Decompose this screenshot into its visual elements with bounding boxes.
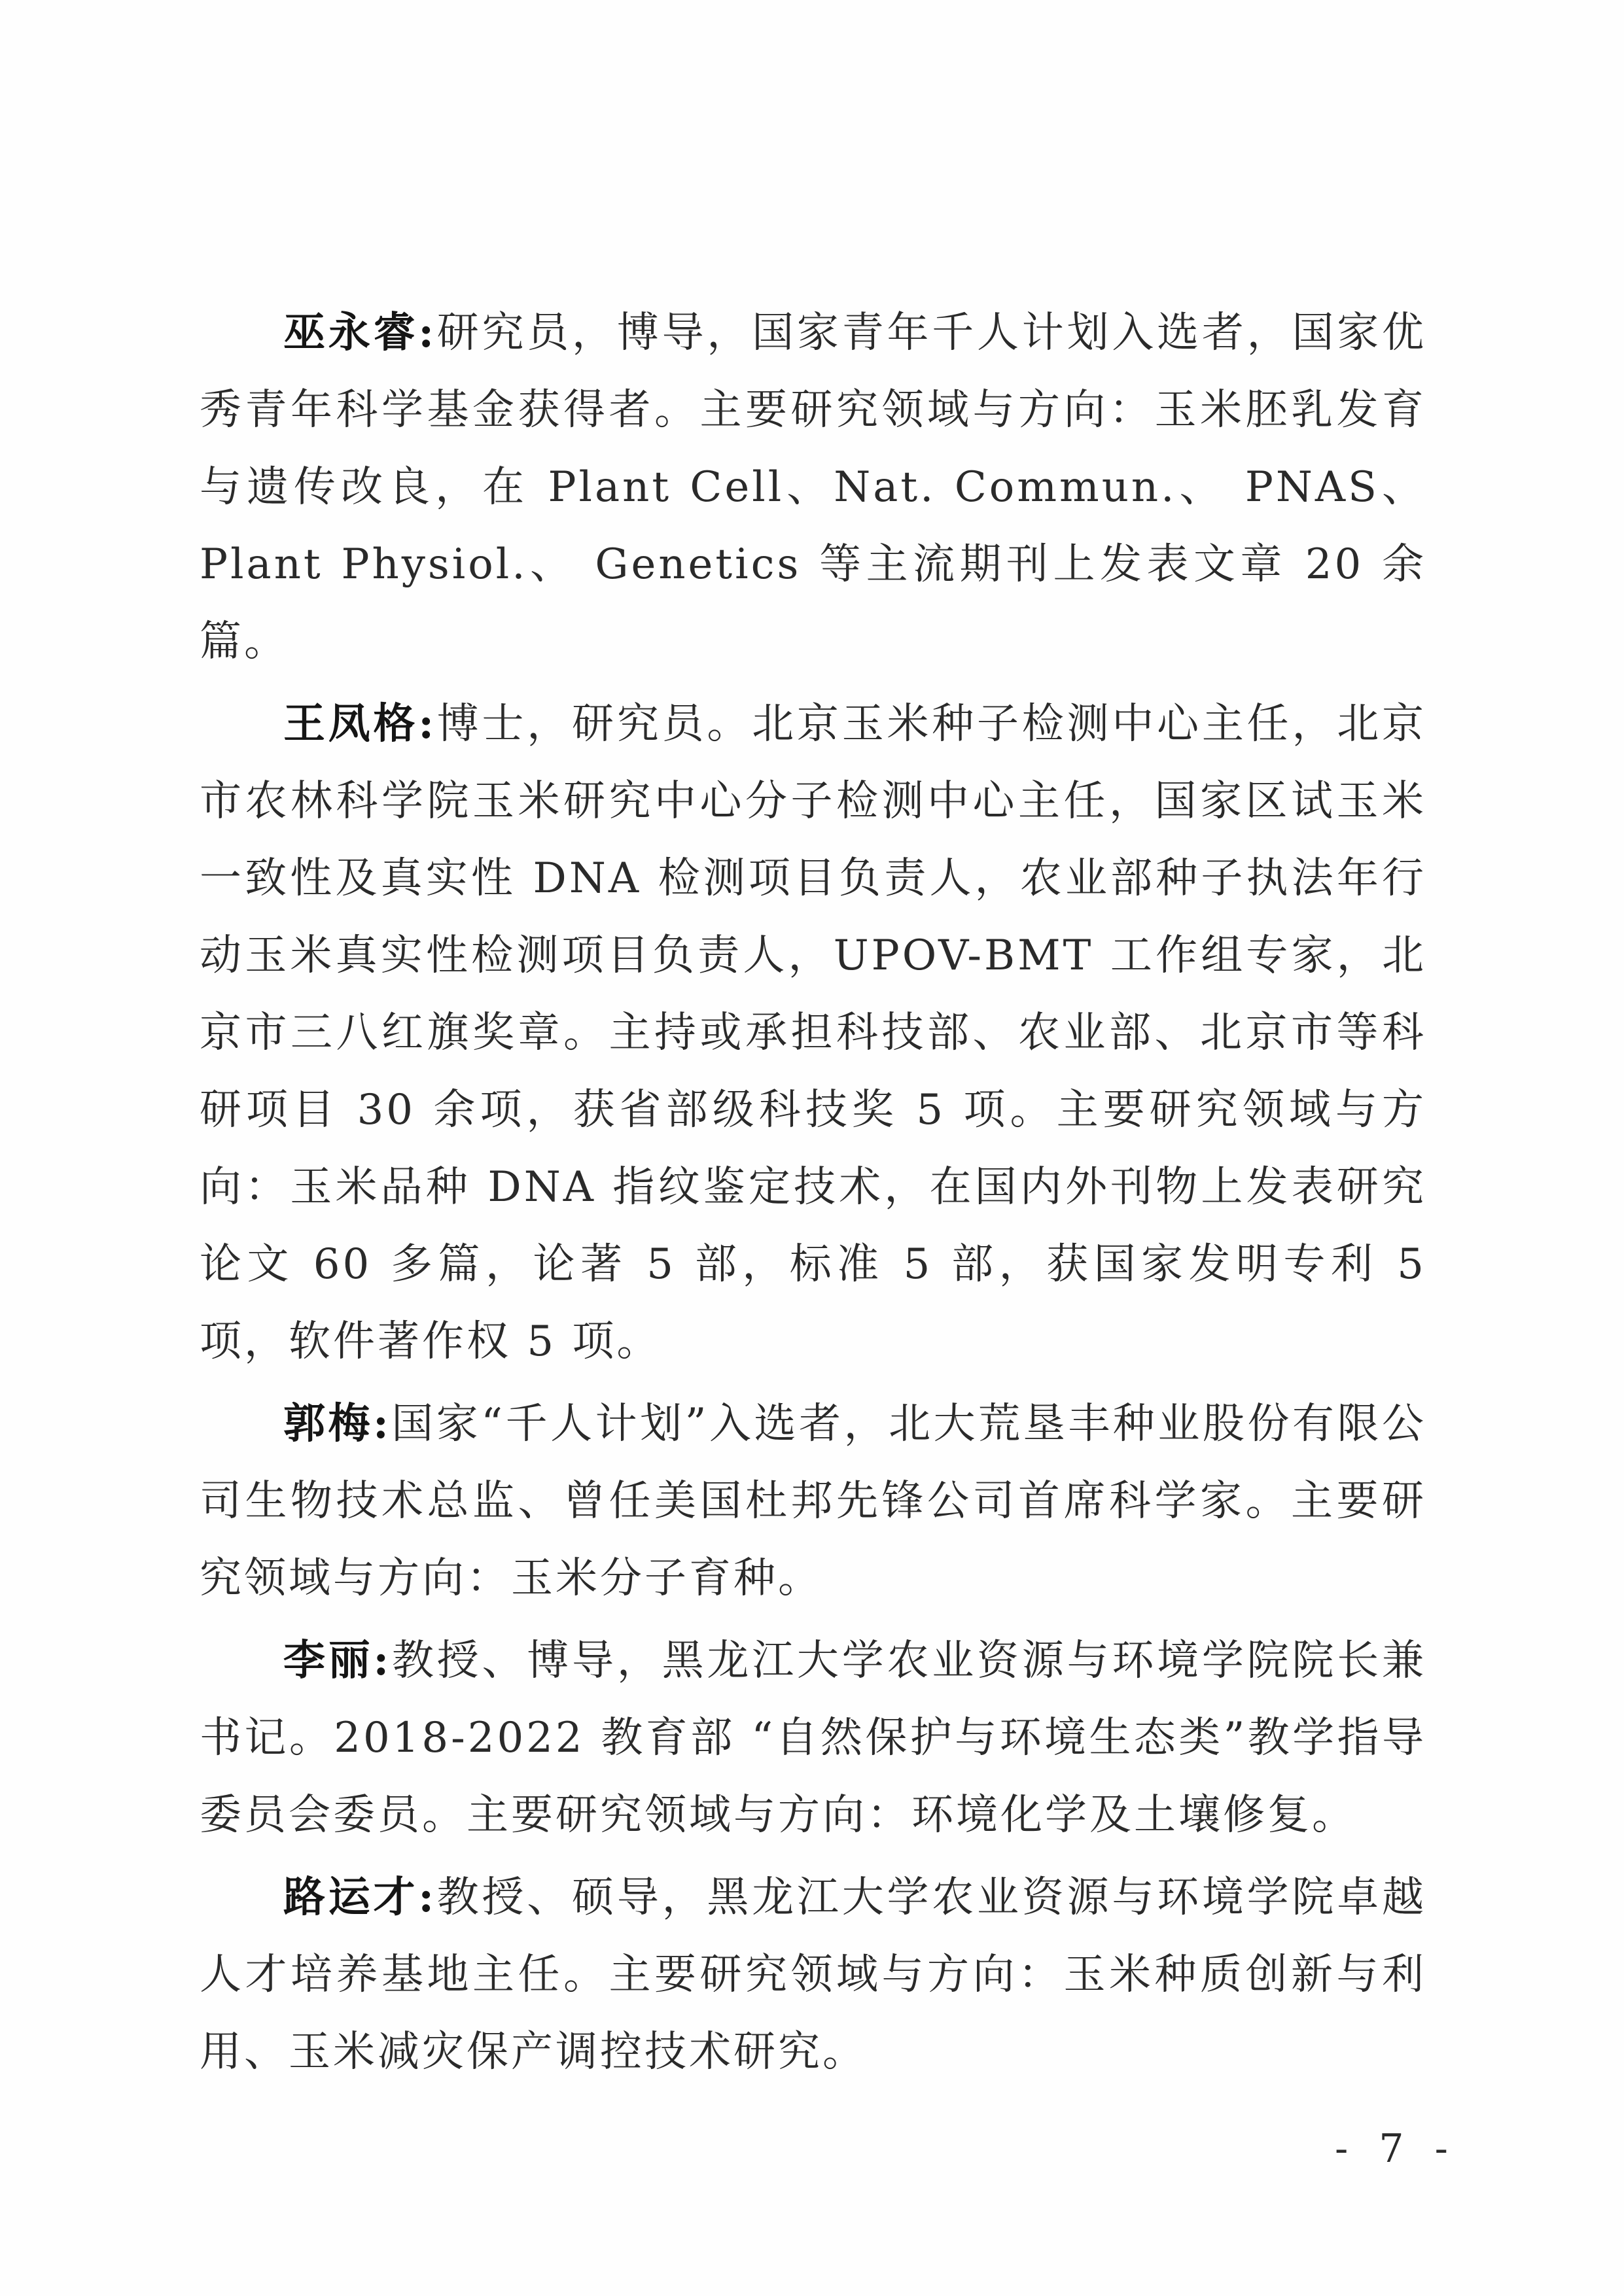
bio-paragraph-li-li xyxy=(200,1622,1426,1854)
bio-text: 教授、博导，黑龙江大学农业资源与环境学院院长兼书记。2018-2022 教育部 “自然保护与环境生态类”教学指导委员会委员。主要研究领域与方向：环境化学及土壤修复。 xyxy=(200,1637,1427,1839)
bio-text: 教授、硕导，黑龙江大学农业资源与环境学院卓越人才培养基地主任。主要研究领域与方向：玉米种质创新与利用、玉米减灾保产调控技术研究。 xyxy=(200,1873,1427,2076)
bio-paragraph-wu-yongrui xyxy=(200,294,1426,680)
bio-text: 国家“千人计划”入选者，北大荒垦丰种业股份有限公司生物技术总监、曾任美国杜邦先锋公司首席科学家。主要研究领域与方向：玉米分子育种。 xyxy=(200,1400,1427,1603)
document-body xyxy=(200,294,1426,2096)
person-name: 郭梅: xyxy=(283,1399,391,1448)
person-name: 李丽: xyxy=(283,1636,392,1685)
person-name: 王凤格: xyxy=(283,699,436,748)
bio-text: 博士，研究员。北京玉米种子检测中心主任，北京市农林科学院玉米研究中心分子检测中心主任，国家区试玉米一致性及真实性 DNA 检测项目负责人，农业部种子执法年行动玉米真实性检测项目负责人，UPOV-BMT 工作组专家，北京市三八红旗奖章。主持或承担科技部、农业部、北京市等科研项目 30 余项，获省部级科技奖 5 项。主要研究领域与方向：玉米品种 DNA 指纹鉴定技术，在国内外刊物上发表研究论文 60 多篇，论著 5 部，标准 5 部，获国家发明专利 5 项，软件著作权 5 项。 xyxy=(200,700,1427,1366)
page-number: - 7 - xyxy=(1335,2126,1457,2172)
person-name: 路运才: xyxy=(283,1873,436,1922)
bio-paragraph-guo-mei xyxy=(200,1385,1426,1617)
bio-paragraph-wang-fengge xyxy=(200,686,1426,1380)
bio-text: 研究员，博导，国家青年千人计划入选者，国家优秀青年科学基金获得者。主要研究领域与方向：玉米胚乳发育与遗传改良，在 Plant Cell、Nat. Commun.、 PNAS、 Plant Physiol.、 Genetics 等主流期刊上发表文章 20 余篇。 xyxy=(200,309,1427,666)
person-name: 巫永睿: xyxy=(283,308,436,357)
bio-paragraph-lu-yuncai xyxy=(200,1859,1426,2091)
